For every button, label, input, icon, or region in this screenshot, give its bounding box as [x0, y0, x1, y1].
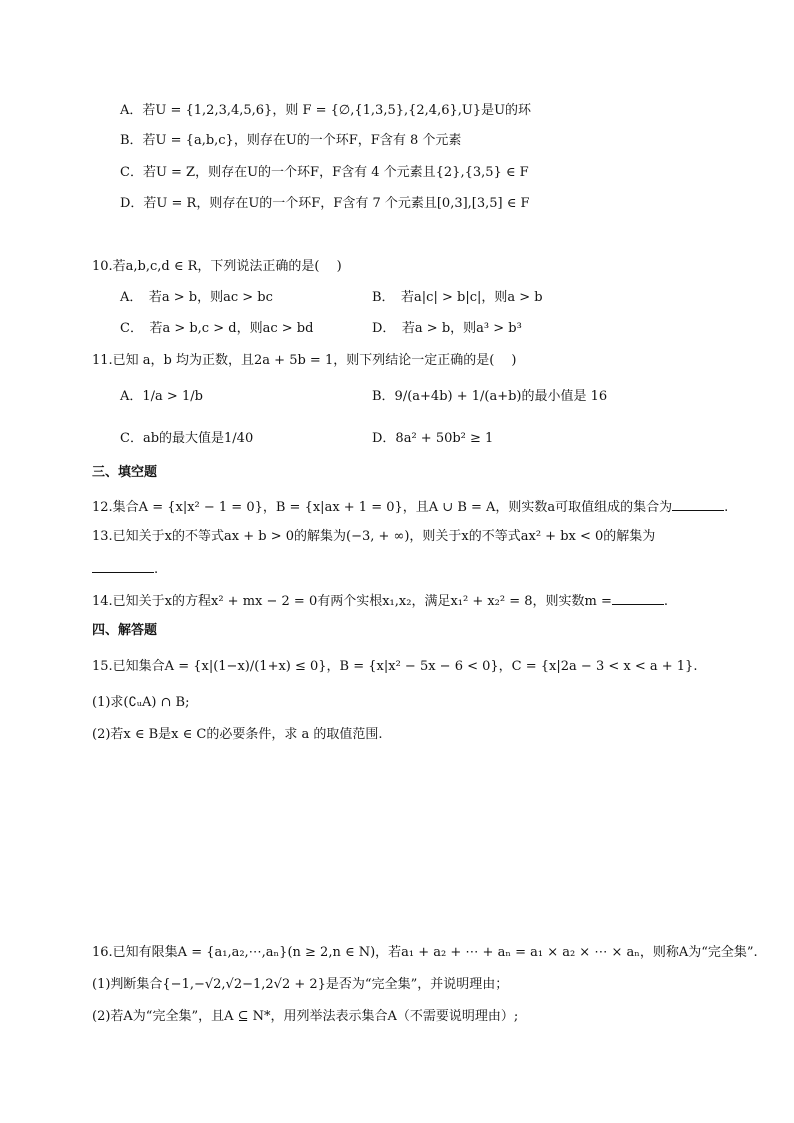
q13-stem: 13.已知关于x的不等式ax + b > 0的解集为(−3, + ∞)，则关于x的不等式ax² + bx < 0的解集为 [92, 529, 656, 544]
q14-period: . [663, 594, 669, 609]
q12-stem: 12.集合A = {x|x² − 1 = 0}，B = {x|ax + 1 = 0}，且A ∪ B = A，则实数a可取值组成的集合为 [92, 500, 673, 515]
q12-period: . [724, 500, 729, 515]
q16-stem: 16.已知有限集A = {a₁,a₂,⋯,aₙ}(n ≥ 2,n ∈ N)，若a₁ + a₂ + ⋯ + aₙ = a₁ × a₂ × ⋯ × aₙ，则称A为“完全集”. [92, 945, 758, 960]
q14-answer-blank[interactable] [612, 590, 664, 605]
q15-part-2: (2)若x ∈ B是x ∈ C的必要条件，求 a 的取值范围. [92, 727, 383, 742]
q10-option-d: D． 若a > b，则a³ > b³ [372, 321, 522, 336]
q11-option-b: B．9/(a+4b) + 1/(a+b)的最小值是 16 [372, 389, 608, 404]
q12-answer-blank[interactable] [672, 496, 724, 511]
q10-option-a: A． 若a > b，则ac > bc [120, 290, 273, 305]
q9-option-d: D．若U = R，则存在U的一个环F，F含有 7 个元素且[0,3],[3,5] ∈ F [120, 196, 530, 211]
section-answer-heading: 四、解答题 [92, 623, 158, 638]
q14-stem: 14.已知关于x的方程x² + mx − 2 = 0有两个实根x₁,x₂，满足x₁² + x₂² = 8，则实数m = [92, 594, 612, 609]
q15-stem: 15.已知集合A = {x|(1−x)/(1+x) ≤ 0}，B = {x|x² − 5x − 6 < 0}，C = {x|2a − 3 < x < a + 1}. [92, 659, 698, 674]
q11-option-a: A．1/a > 1/b [120, 389, 203, 404]
q9-option-c: C．若U = Z，则存在U的一个环F，F含有 4 个元素且{2},{3,5} ∈ F [120, 165, 529, 180]
q13-period: . [154, 562, 159, 577]
q12-text [92, 496, 728, 517]
q11-option-d: D．8a² + 50b² ≥ 1 [372, 431, 494, 446]
q16-part-1: (1)判断集合{−1,−√2,√2−1,2√2 + 2}是否为“完全集”，并说明理由； [92, 977, 509, 992]
q11-option-c: C．ab的最大值是1/40 [120, 431, 254, 446]
q13-answer-line [92, 558, 158, 579]
q9-option-b: B．若U = {a,b,c}，则存在U的一个环F，F含有 8 个元素 [120, 133, 462, 148]
q10-option-b: B． 若a|c| > b|c|，则a > b [372, 290, 543, 305]
section-fill-in-heading: 三、填空题 [92, 465, 158, 480]
q9-option-a: A．若U = {1,2,3,4,5,6}，则 F = {∅,{1,3,5},{2,4,6},U}是U的环 [120, 103, 532, 118]
q10-option-c: C． 若a > b,c > d，则ac > bd [120, 321, 314, 336]
q16-part-2: (2)若A为“完全集”，且A ⊆ N*，用列举法表示集合A（不需要说明理由）; [92, 1009, 519, 1024]
q15-part-1: (1)求(∁ᵤA) ∩ B; [92, 695, 190, 710]
q14-text [92, 590, 668, 611]
q13-answer-blank[interactable] [92, 558, 154, 573]
q11-stem: 11.已知 a，b 均为正数，且2a + 5b = 1，则下列结论一定正确的是( ) [92, 353, 517, 368]
q10-stem: 10.若a,b,c,d ∈ R，下列说法正确的是( ) [92, 259, 342, 274]
